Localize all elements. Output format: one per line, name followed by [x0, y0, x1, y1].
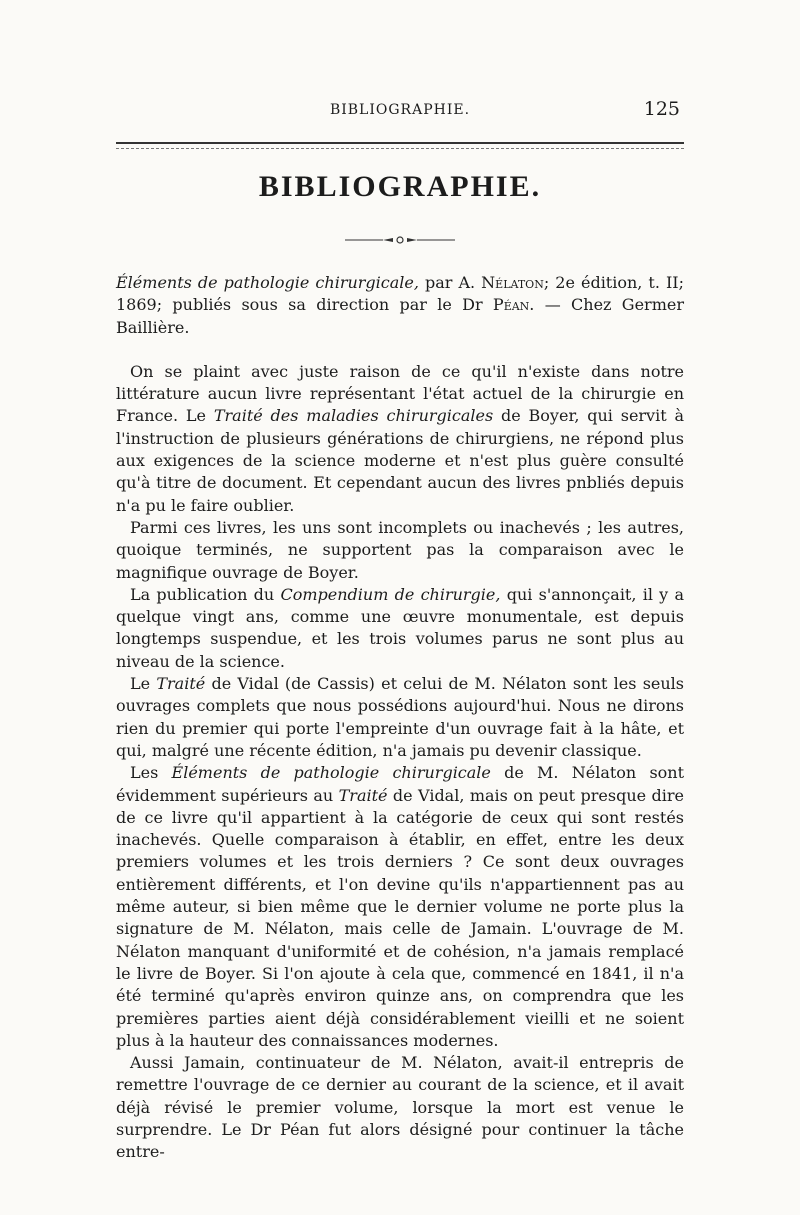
paragraph-text: de Vidal, mais on peut presque dire de ce livre qu'il appartient à la catégorie de ceux qui sont restés inachevés. Quelle comparaison à établir, en effet, entre les deux premiers volumes et les trois derniers ? Ce sont deux ouvrages entièrement différents, et l'on devine qu'ils n'appartiennent pas au même auteur, si bien même que le dernier volume ne porte plus la signature de M. Nélaton, mais celle de Jamain. L'ouvrage de M. Nélaton manquant d'uniformité et de cohésion, n'a jamais remplacé le livre de Boyer. Si l'on ajoute à cela que, commencé en 1841, il n'a été terminé qu'après environ quinze ans, on comprendra que les premières parties aient déjà considérablement vieilli et ne soient plus à la hauteur des connaissances modernes.: [116, 785, 685, 1050]
paragraph-text: On se plaint avec juste raison de ce qu'il n'existe dans notre littérature aucun livre représentant l'état actuel de la chirurgie en France. Le: [116, 361, 684, 426]
work-title: Éléments de pathologie chirurgicale: [171, 763, 491, 783]
page-number: 125: [643, 98, 680, 120]
paragraph: [116, 584, 684, 673]
paragraph-text: de Vidal (de Cassis) et celui de M. Nélaton sont les seuls ouvrages complets que nous possédions aujourd'hui. Nous ne dirons rien du premier qui porte l'empreinte d'un ouvrage fait à la hâte, et qui, malgré une récente édition, n'a jamais pu devenir classique.: [116, 674, 685, 760]
paragraph-text: Aussi Jamain, continuateur de M. Nélaton, avait-il entrepris de remettre l'ouvrage de ce dernier au courant de la science, et il avait déjà révisé le premier volume, lorsque la mort est venue le surprendre. Le Dr Péan fut alors désigné pour continuer la tâche entre-: [116, 1053, 684, 1162]
paragraph: [116, 673, 684, 762]
section-title: BIBLIOGRAPHIE.: [258, 170, 542, 203]
reference-work-title: Éléments de pathologie chirurgicale,: [116, 273, 419, 292]
body-text: [116, 272, 684, 1164]
paragraph: [116, 762, 684, 1052]
reference-edition: ; 2e édition, t. II; 1869; publiés sous sa direction par le Dr: [116, 273, 685, 315]
reference-editor: Péan: [492, 295, 530, 315]
paragraph-text: qui s'annonçait, il y a quelque vingt ans, comme une œuvre monumentale, est depuis longtemps suspendue, et les trois volumes parus ne sont plus au niveau de la science.: [116, 584, 685, 671]
work-title: Traité des maladies chirurgicales: [213, 406, 494, 426]
running-title: BIBLIOGRAPHIE.: [329, 102, 471, 118]
work-title: Traité: [338, 785, 388, 805]
ornament-divider: [345, 236, 455, 244]
paragraph: [116, 361, 684, 517]
paragraph-text: Les: [130, 763, 172, 783]
work-title: Compendium de chirurgie,: [280, 584, 501, 604]
header-rule-dashed: [116, 148, 684, 149]
reference-by: par A.: [418, 273, 482, 292]
paragraph: [116, 517, 684, 584]
running-head: [116, 98, 684, 124]
paragraph-text: Parmi ces livres, les uns sont incomplets ou inachevés ; les autres, quoique terminés, ne supportent pas la comparaison avec le magnifique ouvrage de Boyer.: [116, 517, 684, 582]
reference-publisher: . — Chez Germer Baillière.: [116, 295, 684, 337]
paragraph-text: de M. Nélaton sont évidemment supérieurs au: [116, 763, 685, 805]
reference-author: Nélaton: [481, 273, 544, 292]
header-rule: [116, 142, 684, 144]
paragraph: [116, 1052, 684, 1163]
work-title: Traité: [156, 674, 206, 694]
paragraph-text: La publication du: [130, 584, 281, 604]
paragraph-text: de Boyer, qui servit à l'instruction de plusieurs générations de chirurgiens, ne répond plus aux exigences de la science moderne et n'est plus guère consulté qu'à titre de document. Et cependant aucun des livres pnbliés depuis n'a pu le faire oublier.: [116, 406, 685, 515]
bibliographic-reference: [116, 272, 684, 339]
paragraph-text: Le: [130, 674, 157, 694]
